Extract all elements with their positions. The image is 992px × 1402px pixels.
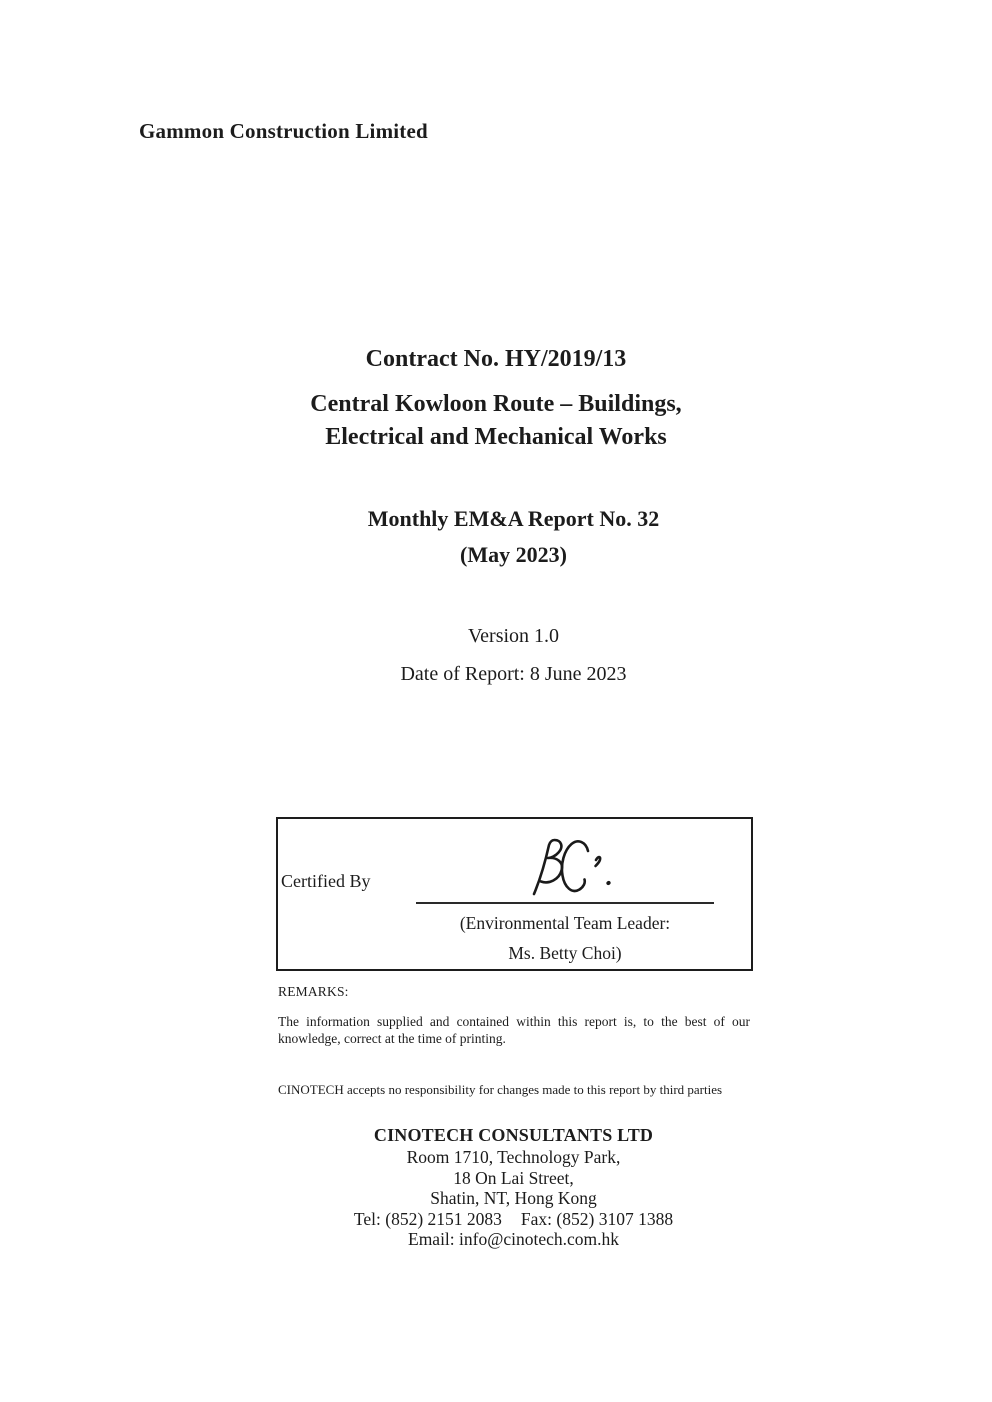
consultant-phone-line (277, 1209, 750, 1230)
remarks-body: The information supplied and contained within this report is, to the best of our knowledge, correct at the time of printing. (278, 1014, 750, 1046)
report-number: Monthly EM&A Report No. 32 (367, 506, 660, 531)
signature-icon (521, 837, 621, 901)
consultant-name: CINOTECH CONSULTANTS LTD (373, 1125, 654, 1145)
report-subtitle-block (277, 501, 750, 573)
title-block (0, 343, 992, 454)
consultant-address-line: Shatin, NT, Hong Kong (430, 1188, 597, 1208)
certifier-role: (Environmental Team Leader: (459, 913, 671, 933)
certifier-name: Ms. Betty Choi) (508, 943, 622, 963)
version-label: Version 1.0 (467, 625, 560, 647)
report-month: (May 2023) (460, 542, 567, 567)
certified-by-label: Certified By (281, 871, 371, 891)
signature-line (416, 902, 714, 904)
consultant-block (277, 1124, 750, 1250)
certifier-role-block (406, 908, 724, 968)
company-name: Gammon Construction Limited (139, 119, 428, 143)
consultant-address-line: Room 1710, Technology Park, (406, 1147, 621, 1167)
report-date: Date of Report: 8 June 2023 (400, 663, 627, 685)
remarks-heading: REMARKS: (278, 984, 349, 999)
project-title-line1: Central Kowloon Route – Buildings, (310, 391, 682, 417)
consultant-address-line: 18 On Lai Street, (453, 1167, 574, 1188)
consultant-email: Email: info@cinotech.com.hk (408, 1229, 619, 1249)
version-block (277, 617, 750, 693)
certification-box (276, 817, 753, 971)
disclaimer-text: CINOTECH accepts no responsibility for changes made to this report by third parties (278, 1082, 723, 1097)
consultant-tel: Tel: (852) 2151 2083 (353, 1208, 502, 1229)
consultant-fax: Fax: (852) 3107 1388 (520, 1208, 674, 1229)
project-title-line2: Electrical and Mechanical Works (325, 424, 667, 450)
contract-number: Contract No. HY/2019/13 (365, 346, 627, 372)
